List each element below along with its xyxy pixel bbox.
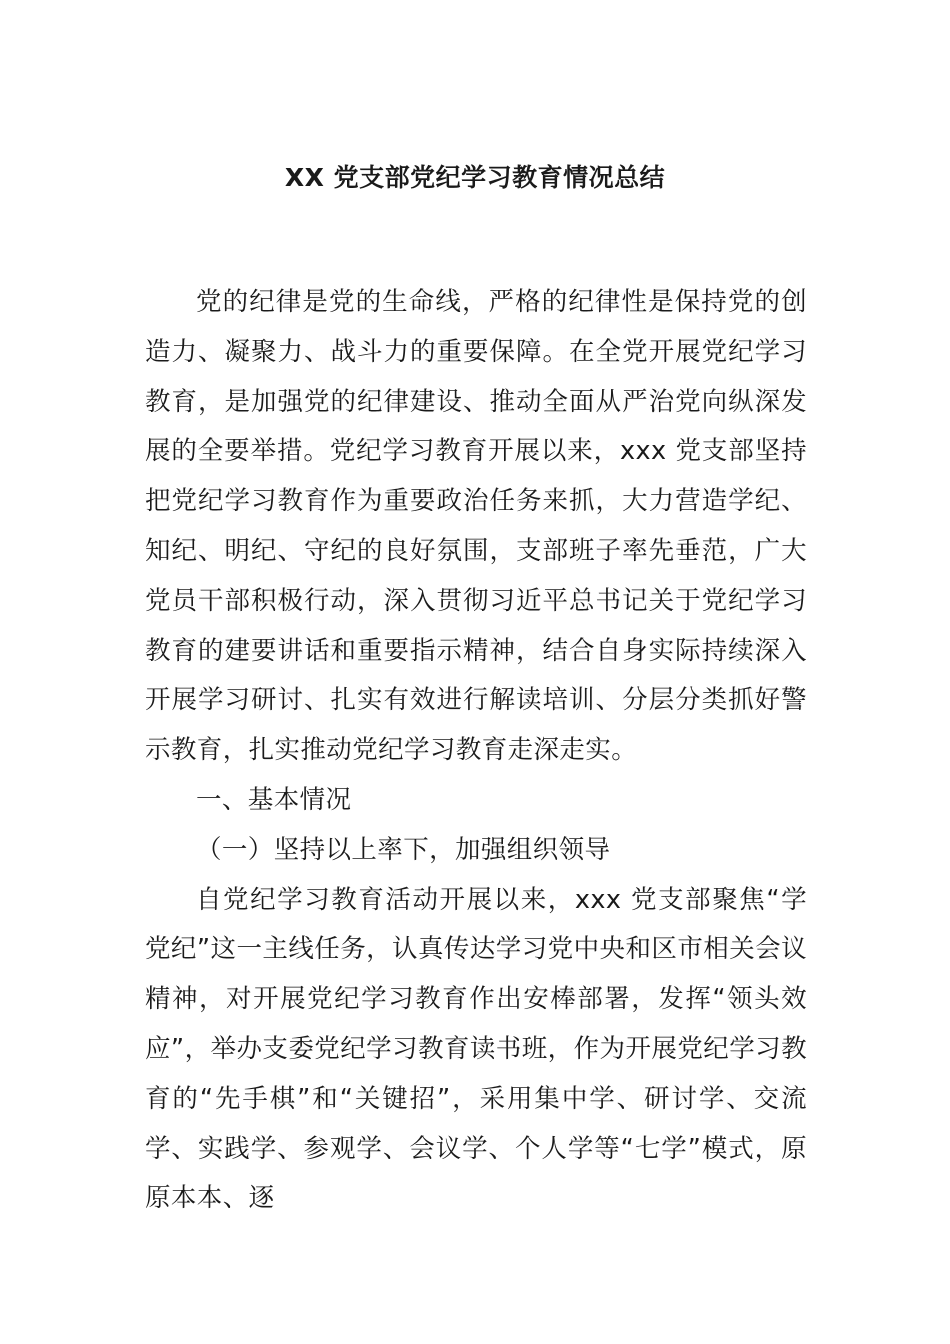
intro-paragraph: 党的纪律是党的生命线，严格的纪律性是保持党的创造力、凝聚力、战斗力的重要保障。在全党开展党纪学习教育，是加强党的纪律建设、推动全面从严治党向纵深发展的全要举措。党纪学习教育开展以来，xxx 党支部坚持把党纪学习教育作为重要政治任务来抓，大力营造学纪、知纪、明纪、守纪的良好氛围，支部班子率先垂范，广大党员干部积极行动，深入贯彻习近平总书记关于党纪学习教育的建要讲话和重要指示精神，结合自身实际持续深入开展学习研讨、扎实有效进行解读培训、分层分类抓好警示教育，扎实推动党纪学习教育走深走实。 [145,287,807,766]
body-paragraph-leadership: 自党纪学习教育活动开展以来，xxx 党支部聚焦“学党纪”这一主线任务，认真传达学习党中央和区市相关会议精神，对开展党纪学习教育作出安棒部署，发挥“领头效应”，举办支委党纪学习教育读书班，作为开展党纪学习教育的“先手棋”和“关键招”，采用集中学、研讨学、交流学、实践学、参观学、会议学、个人学等“七学”模式，原原本本、逐 [145,884,807,1214]
document-title: XX 党支部党纪学习教育情况总结 [284,163,666,192]
document-body [145,278,807,1224]
subsection-heading-leadership: （一）坚持以上率下，加强组织领导 [196,834,611,865]
section-heading-basic-situation: 一、基本情况 [196,784,352,815]
